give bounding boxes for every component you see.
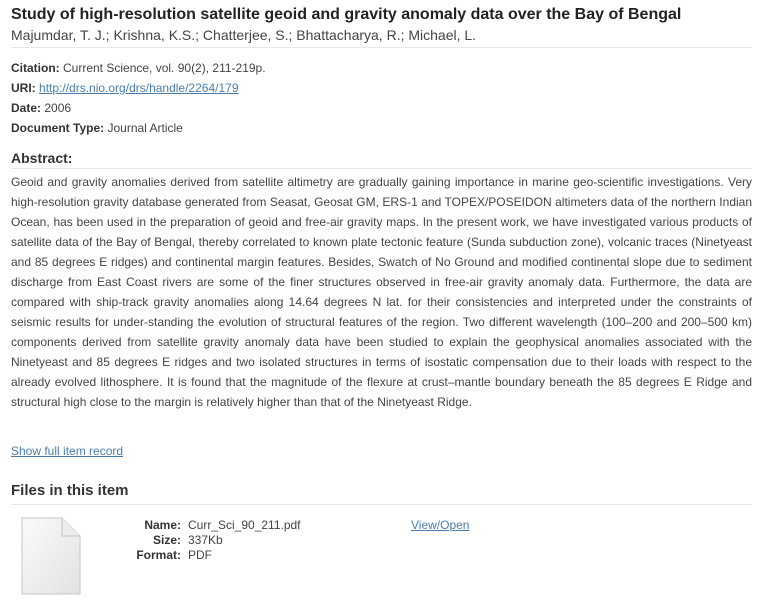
file-icon[interactable]: [20, 516, 82, 596]
view-open-link[interactable]: View/Open: [411, 518, 470, 532]
file-size-value: 337Kb: [188, 533, 223, 547]
file-name-value: Curr_Sci_90_211.pdf: [188, 518, 301, 532]
uri-link[interactable]: http://drs.nio.org/drs/handle/2264/179: [39, 81, 239, 95]
uri-row: [11, 80, 239, 96]
citation-row: [11, 60, 266, 76]
doctype-label: Document Type:: [11, 121, 105, 135]
authors-line: Majumdar, T. J.; Krishna, K.S.; Chatterjee, S.; Bhattacharya, R.; Michael, L.: [11, 27, 477, 43]
file-size-label: Size:: [152, 533, 181, 547]
date-row: [11, 100, 71, 116]
file-format-label: Format:: [136, 548, 181, 562]
abstract-text: Geoid and gravity anomalies derived from satellite altimetry are gradually gaining importance in marine geo-scientific investigations. Very high-resolution gravity database generated from Seasat, Geosat GM, ERS-1 and TOPEX/POSEIDON altimeters data of the northern Indian Ocean, has been used in the preparation of geoid and free-air gravity maps. In the present work, we have investigated various products of satellite data of the Bay of Bengal, thereby correlated to known plate tectonic feature (Sunda subduction zone), volcanic traces (Ninetyeast and 85 degrees E ridges) and continental margin features. Besides, Swatch of No Ground and modified continental slope due to sediment discharge from East Coast rivers are some of the finer structures observed in free-air gravity anomaly data. Furthermore, the data are compared with ship-track gravity anomalies along 14.64 degrees N lat. for their consistencies and interpreted under the constraints of seismic results for under-standing the evolution of structural features of the region. Two different wavelength (100–200 and 200–500 km) components derived from satellite gravity anomaly data have been studied to explain the geophysical anomalies associated with the Ninetyeast and 85 degrees E ridges and two isolated structures in terms of isostatic compensation due to their loads with respect to the already evolved lithosphere. It is found that the magnitude of the flexure at crust–mantle boundary beneath the 85 degrees E Ridge and structural high close to the margin is relatively higher than that of the Ninetyeast Ridge.: [11, 175, 752, 409]
page-title: Study of high-resolution satellite geoid and gravity anomaly data over the Bay of Bengal: [11, 6, 682, 23]
abstract-divider: [11, 168, 752, 169]
citation-value: Current Science, vol. 90(2), 211-219p.: [63, 61, 266, 75]
citation-label: Citation:: [11, 61, 60, 75]
show-full-record-link[interactable]: Show full item record: [11, 444, 124, 458]
doctype-value: Journal Article: [107, 121, 183, 135]
file-name-label: Name:: [144, 518, 181, 532]
date-value: 2006: [44, 101, 72, 115]
file-format-value: PDF: [188, 548, 212, 562]
files-divider: [11, 504, 752, 505]
doctype-row: [11, 120, 183, 136]
uri-label: URI:: [11, 81, 36, 95]
abstract-heading: Abstract:: [11, 150, 73, 166]
date-label: Date:: [11, 101, 42, 115]
files-heading: Files in this item: [11, 482, 129, 499]
header-divider: [11, 47, 752, 48]
